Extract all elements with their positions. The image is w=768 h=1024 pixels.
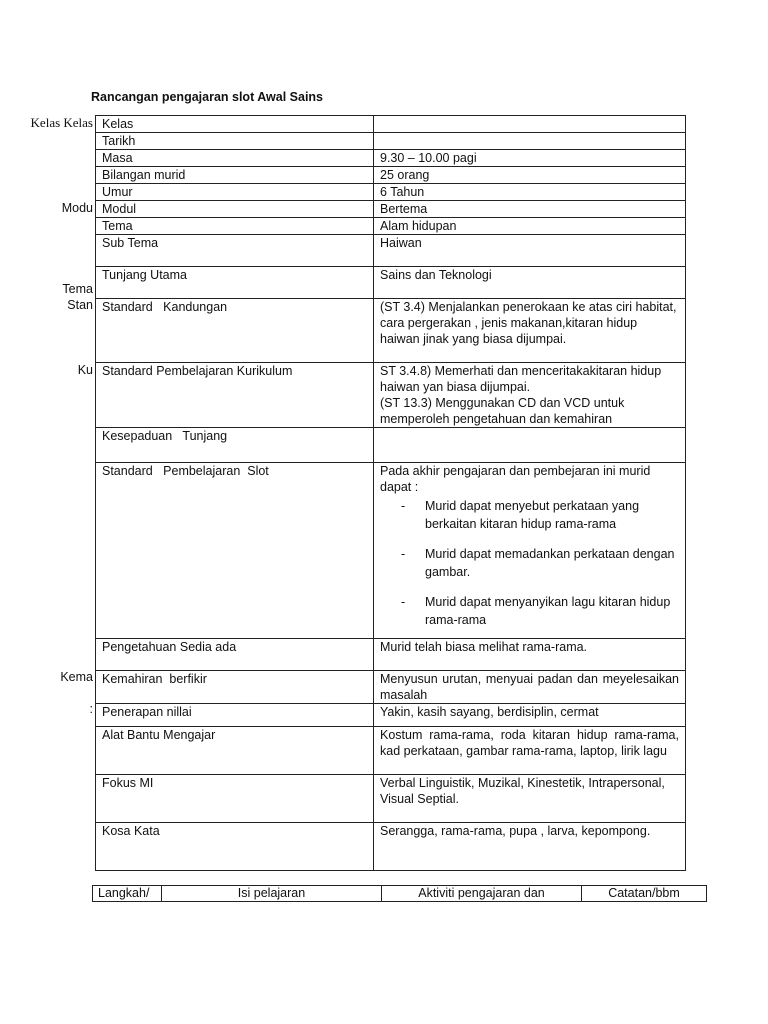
margin-label-modul: Modu xyxy=(61,201,93,215)
row-value-alat-bantu-mengajar: Kostum rama-rama, roda kitaran hidup rama-rama, kad perkataan, gambar rama-rama, laptop, lirik lagu xyxy=(374,727,686,775)
row-value-bilangan-murid: 25 orang xyxy=(374,167,686,184)
margin-label-standard: Stan xyxy=(67,298,93,312)
table-row xyxy=(96,218,686,235)
table-row xyxy=(96,116,686,133)
row-value-kemahiran-berfikir: Menyusun urutan, menyuai padan dan meyelesaikan masalah xyxy=(374,671,686,704)
dash-bullet: - xyxy=(401,547,406,561)
dash-bullet: - xyxy=(401,499,406,513)
page-title: Rancangan pengajaran slot Awal Sains xyxy=(91,90,324,104)
header-langkah: Langkah/ xyxy=(93,886,162,902)
objective-text: Murid dapat menyebut perkataan yang berkaitan kitaran hidup rama-rama xyxy=(425,499,640,531)
row-label-modul: Modul xyxy=(96,201,374,218)
table-row xyxy=(96,150,686,167)
lesson-plan-table xyxy=(95,115,686,871)
dash-bullet: - xyxy=(401,595,406,609)
table-row xyxy=(96,235,686,267)
row-label-standard-pembelajaran-slot: Standard Pembelajaran Slot xyxy=(96,463,374,639)
margin-label-kemahiran: Kema xyxy=(60,670,93,684)
table-row xyxy=(96,201,686,218)
row-value-pengetahuan-sedia-ada: Murid telah biasa melihat rama-rama. xyxy=(374,639,686,671)
table-header-row xyxy=(93,886,707,902)
table-row xyxy=(96,428,686,463)
row-label-standard-pembelajaran-kurikulum: Standard Pembelajaran Kurikulum xyxy=(96,363,374,428)
row-label-kesepaduan-tunjang: Kesepaduan Tunjang xyxy=(96,428,374,463)
row-value-standard-pembelajaran-kurikulum xyxy=(374,363,686,428)
row-label-umur: Umur xyxy=(96,184,374,201)
row-value-fokus-mi: Verbal Linguistik, Muzikal, Kinestetik, Intrapersonal, Visual Septial. xyxy=(374,775,686,823)
margin-label-colon: : xyxy=(89,702,93,716)
row-value-penerapan-nilai: Yakin, kasih sayang, berdisiplin, cermat xyxy=(374,704,686,727)
row-value-umur: 6 Tahun xyxy=(374,184,686,201)
list-item xyxy=(380,545,679,581)
value-line: ST 3.4.8) Memerhati dan menceritakakitaran hidup haiwan yan biasa dijumpai. xyxy=(380,364,662,394)
table-row xyxy=(96,184,686,201)
margin-label-tema: Tema xyxy=(62,282,93,296)
list-item xyxy=(380,593,679,629)
row-value-standard-pembelajaran-slot xyxy=(374,463,686,639)
row-value-sub-tema: Haiwan xyxy=(374,235,686,267)
row-label-fokus-mi: Fokus MI xyxy=(96,775,374,823)
row-label-kelas: Kelas xyxy=(96,116,374,133)
row-value-kosa-kata: Serangga, rama-rama, pupa , larva, kepompong. xyxy=(374,823,686,871)
table-row xyxy=(96,704,686,727)
table-row xyxy=(96,363,686,428)
table-row xyxy=(96,299,686,363)
table-row xyxy=(96,775,686,823)
table-row xyxy=(96,639,686,671)
row-label-masa: Masa xyxy=(96,150,374,167)
row-label-kosa-kata: Kosa Kata xyxy=(96,823,374,871)
row-label-penerapan-nilai: Penerapan nillai xyxy=(96,704,374,727)
table-row xyxy=(96,463,686,639)
objectives-list xyxy=(380,497,679,629)
objective-text: Murid dapat memadankan perkataan dengan gambar. xyxy=(425,547,675,579)
lesson-steps-table xyxy=(92,885,707,902)
table-row xyxy=(96,727,686,775)
value-line: (ST 13.3) Menggunakan CD dan VCD untuk memperoleh pengetahuan dan kemahiran xyxy=(380,396,625,426)
table-row xyxy=(96,267,686,299)
header-aktiviti: Aktiviti pengajaran dan xyxy=(382,886,582,902)
row-value-kesepaduan-tunjang xyxy=(374,428,686,463)
header-isi-pelajaran: Isi pelajaran xyxy=(162,886,382,902)
table-row xyxy=(96,167,686,184)
row-label-pengetahuan-sedia-ada: Pengetahuan Sedia ada xyxy=(96,639,374,671)
row-value-standard-kandungan: (ST 3.4) Menjalankan penerokaan ke atas ciri habitat, cara pergerakan , jenis makanan,kitaran hidup haiwan jinak yang biasa dijumpai. xyxy=(374,299,686,363)
row-label-alat-bantu-mengajar: Alat Bantu Mengajar xyxy=(96,727,374,775)
row-value-tema: Alam hidupan xyxy=(374,218,686,235)
row-label-standard-kandungan: Standard Kandungan xyxy=(96,299,374,363)
margin-label-kelas: Kelas Kelas xyxy=(30,115,93,130)
row-label-kemahiran-berfikir: Kemahiran berfikir xyxy=(96,671,374,704)
row-value-masa: 9.30 – 10.00 pagi xyxy=(374,150,686,167)
row-value-kelas xyxy=(374,116,686,133)
objective-text: Murid dapat menyanyikan lagu kitaran hidup rama-rama xyxy=(425,595,671,627)
table-row xyxy=(96,823,686,871)
list-item xyxy=(380,497,679,533)
objectives-intro: Pada akhir pengajaran dan pembejaran ini murid dapat : xyxy=(380,464,651,494)
row-value-tunjang-utama: Sains dan Teknologi xyxy=(374,267,686,299)
margin-label-kurikulum: Ku xyxy=(77,363,93,377)
row-label-tunjang-utama: Tunjang Utama xyxy=(96,267,374,299)
row-value-modul: Bertema xyxy=(374,201,686,218)
table-row xyxy=(96,133,686,150)
row-label-tema: Tema xyxy=(96,218,374,235)
row-value-tarikh xyxy=(374,133,686,150)
header-catatan: Catatan/bbm xyxy=(582,886,707,902)
table-row xyxy=(96,671,686,704)
row-label-sub-tema: Sub Tema xyxy=(96,235,374,267)
row-label-bilangan-murid: Bilangan murid xyxy=(96,167,374,184)
row-label-tarikh: Tarikh xyxy=(96,133,374,150)
